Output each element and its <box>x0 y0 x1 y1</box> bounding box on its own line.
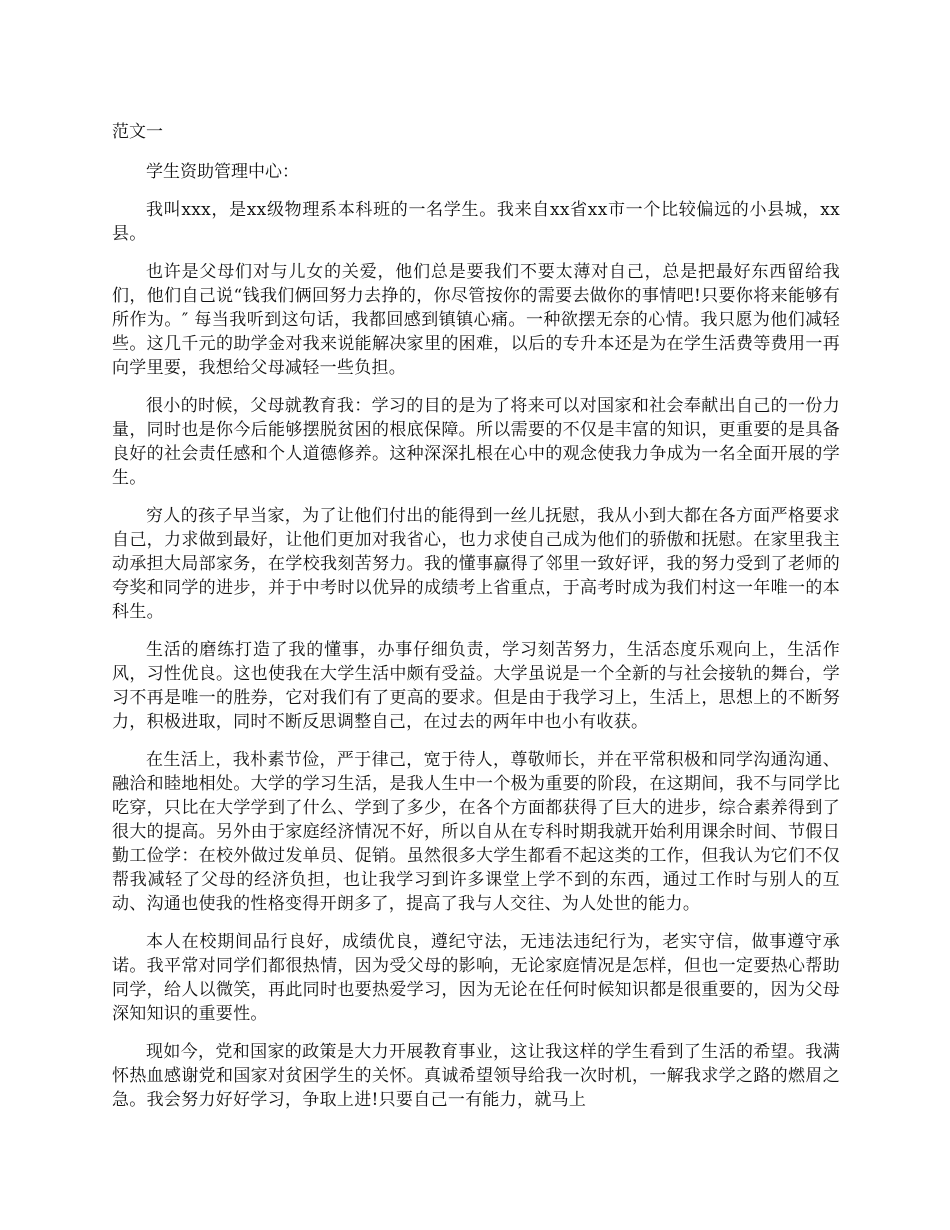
paragraph-introduction: 我叫xxx，是xx级物理系本科班的一名学生。我来自xx省xx市一个比较偏远的小县城，xx县。 <box>112 200 840 244</box>
document-heading: 范文一 <box>112 122 163 142</box>
paragraph-conclusion: 现如今，党和国家的政策是大力开展教育事业，这让我这样的学生看到了生活的希望。我满怀热血感谢党和国家对贫困学生的关怀。真诚希望领导给我一次时机，一解我求学之路的燃眉之急。我会努力好好学习，争取上进!只要自己一有能力，就马上 <box>112 1042 840 1110</box>
document-page <box>112 120 840 1126</box>
paragraph-conduct: 本人在校期间品行良好，成绩优良，遵纪守法，无违法违纪行为，老实守信，做事遵守承诺。我平常对同学们都很热情，因为受父母的影响，无论家庭情况是怎样，但也一定要热心帮助同学，给人以微笑，再此同时也要热爱学习，因为无论在任何时候知识都是很重要的，因为父母深知知识的重要性。 <box>112 932 840 1024</box>
letter-salutation: 学生资助管理中心： <box>146 162 299 182</box>
paragraph-character: 生活的磨练打造了我的懂事，办事仔细负责，学习刻苦努力，生活态度乐观向上，生活作风，习性优良。这也使我在大学生活中颇有受益。大学虽说是一个全新的与社会接轨的舞台，学习不再是唯一的胜券，它对我们有了更高的要求。但是由于我学习上，生活上，思想上的不断努力，积极进取，同时不断反思调整自己，在过去的两年中也小有收获。 <box>112 640 840 732</box>
paragraph-education: 很小的时候，父母就教育我：学习的目的是为了将来可以对国家和社会奉献出自己的一份力量，同时也是你今后能够摆脱贫困的根底保障。所以需要的不仅是丰富的知识，更重要的是具备良好的社会责任感和个人道德修养。这种深深扎根在心中的观念使我力争成为一名全面开展的学生。 <box>112 396 840 488</box>
paragraph-college-life: 在生活上，我朴素节俭，严于律己，宽于待人，尊敬师长，并在平常积极和同学沟通沟通、融洽和睦地相处。大学的学习生活，是我人生中一个极为重要的阶段，在这期间，我不与同学比吃穿，只比在大学学到了什么、学到了多少，在各个方面都获得了巨大的进步，综合素养得到了很大的提高。另外由于家庭经济情况不好，所以自从在专科时期我就开始利用课余时间、节假日勤工俭学：在校外做过发单员、促销。虽然很多大学生都看不起这类的工作，但我认为它们不仅帮我减轻了父母的经济负担，也让我学习到许多课堂上学不到的东西，通过工作时与别人的互动、沟通也使我的性格变得开朗多了，提高了我与人交往、为人处世的能力。 <box>112 750 840 914</box>
paragraph-parents: 也许是父母们对与儿女的关爱，他们总是要我们不要太薄对自己，总是把最好东西留给我们，他们自己说“钱我们俩回努力去挣的，你尽管按你的需要去做你的事情吧!只要你将来能够有所作为。″ 每当我听到这句话，我都回感到镇镇心痛。一种欲摆无奈的心情。我只愿为他们减轻些。这几千元的助学金对我来说能解决家里的困难，以后的专升本还是为在学生活费等费用一再向学里要，我想给父母减轻一些负担。 <box>112 262 840 378</box>
paragraph-childhood: 穷人的孩子早当家，为了让他们付出的能得到一丝儿抚慰，我从小到大都在各方面严格要求自己，力求做到最好，让他们更加对我省心，也力求使自己成为他们的骄傲和抚慰。在家里我主动承担大局部家务，在学校我刻苦努力。我的懂事赢得了邻里一致好评，我的努力受到了老师的夸奖和同学的进步，并于中考时以优异的成绩考上省重点，于高考时成为我们村这一年唯一的本科生。 <box>112 506 840 622</box>
